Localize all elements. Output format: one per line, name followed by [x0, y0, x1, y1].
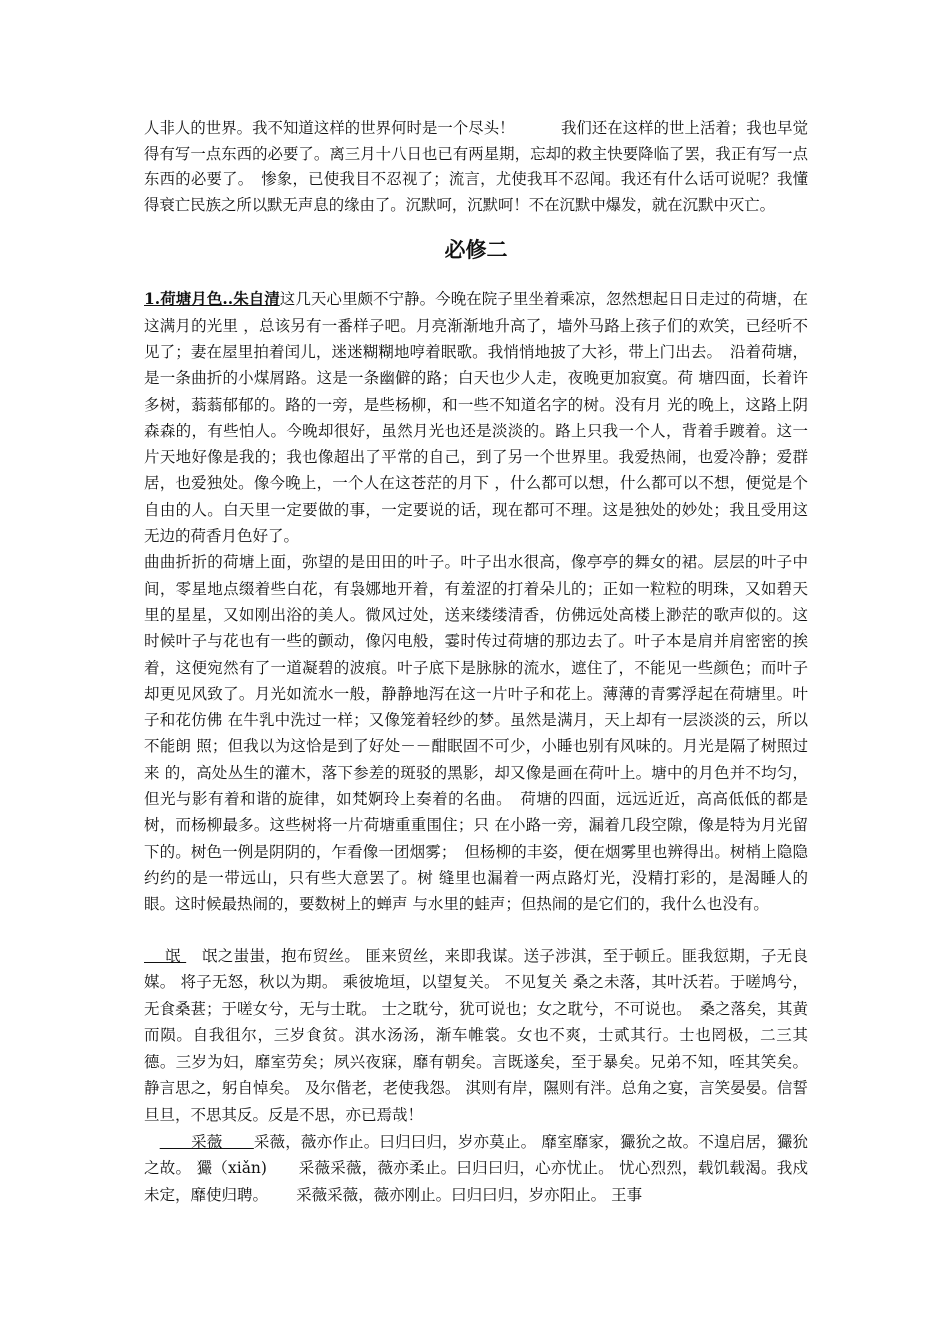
- document-page: [144, 116, 808, 1208]
- poem-meng-text: 氓之蚩蚩，抱布贸丝。 匪来贸丝，来即我谋。送子涉淇，至于顿丘。匪我愆期，子无良媒。 将子无怒，秋以为期。 乘彼垝垣，以望复关。 不见复关 桑之未落，其叶沃若。于嗟鸠兮，无食桑葚；于嗟女兮，无与士耽。 士之耽兮，犹可说也；女之耽兮，不可说也。 桑之落矣，其黄而陨。自我徂尔，三岁食贫。淇水汤汤，渐车帷裳。女也不爽，士贰其行。士也罔极，二三其德。三岁为妇，靡室劳矣；夙兴夜寐，靡有朝矣。言既遂矣，至于暴矣。兄弟不知，咥其笑矣。静言思之，躬自悼矣。 及尔偕老，老使我怨。 淇则有岸，隰则有泮。总角之宴，言笑晏晏。信誓旦旦，不思其反。反是不思，亦已焉哉！: [144, 946, 808, 1125]
- poem-meng: [144, 943, 808, 1129]
- poem-meng-paragraph: [144, 943, 808, 1129]
- article-paragraph-2: 曲曲折折的荷塘上面，弥望的是田田的叶子。叶子出水很高，像亭亭的舞女的裙。层层的叶子中间，零星地点缀着些白花，有袅娜地开着，有羞涩的打着朵儿的；正如一粒粒的明珠，又如碧天里的星星，又如刚出浴的美人。微风过处，送来缕缕清香，仿佛远处高楼上渺茫的歌声似的。这时候叶子与花也有一些的颤动，像闪电般，霎时传过荷塘的那边去了。叶子本是肩并肩密密的挨着，这便宛然有了一道凝碧的波痕。叶子底下是脉脉的流水，遮住了，不能见一些颜色；而叶子却更见风致了。月光如流水一般，静静地泻在这一片叶子和花上。薄薄的青雾浮起在荷塘里。叶子和花仿佛 在牛乳中洗过一样；又像笼着轻纱的梦。虽然是满月，天上却有一层淡淡的云，所以不能朗 照；但我以为这恰是到了好处－－酣眠固不可少，小睡也别有风味的。月光是隔了树照过来 的，高处丛生的灌木，落下参差的斑驳的黑影，却又像是画在荷叶上。塘中的月色并不均匀，但光与影有着和谐的旋律，如梵婀玲上奏着的名曲。 荷塘的四面，远远近近，高高低低的都是树，而杨柳最多。这些树将一片荷塘重重围住；只 在小路一旁，漏着几段空隙，像是特为月光留下的。树色一例是阴阴的，乍看像一团烟雾； 但杨柳的丰姿，便在烟雾里也辨得出。树梢上隐隐约约的是一带远山，只有些大意罢了。树 缝里也漏着一两点路灯光，没精打彩的，是渴睡人的眼。这时候最热闹的，要数树上的蝉声 与水里的蛙声；但热闹的是它们的，我什么也没有。: [144, 553, 808, 914]
- article-paragraph-1: [144, 286, 808, 549]
- poem-caiwei-paragraph: [144, 1129, 808, 1209]
- poem-caiwei-title: 采薇: [159, 1132, 254, 1151]
- section-spacer: [144, 918, 808, 943]
- article-title: 1.荷塘月色..朱自清: [144, 289, 280, 309]
- poem-caiwei: [144, 1129, 808, 1209]
- poem-meng-title: 氓: [144, 946, 187, 965]
- article-hetang-yuese: [144, 286, 808, 917]
- intro-paragraph: [144, 116, 808, 218]
- poem-caiwei-text: 采薇，薇亦作止。曰归曰归，岁亦莫止。 靡室靡家，玁狁之故。不遑启居，玁狁之故。 玁（xiǎn) 采薇采薇，薇亦柔止。曰归曰归，心亦忧止。 忧心烈烈，载饥载渴。我戍未定，靡使归聘。 采薇采薇，薇亦刚止。曰归曰归，岁亦阳止。 王事: [144, 1132, 808, 1204]
- section-heading: 必修二: [444, 238, 508, 263]
- intro-text: 人非人的世界。我不知道这样的世界何时是一个尽头！ 我们还在这样的世上活着；我也早觉得有写一点东西的必要了。离三月十八日也已有两星期，忘却的救主快要降临了罢，我正有写一点东西的必要了。 惨象，已使我目不忍视了；流言，尤使我耳不忍闻。我还有什么话可说呢？我懂得衰亡民族之所以默无声息的缘由了。沉默呵，沉默呵！不在沉默中爆发，就在沉默中灭亡。: [144, 119, 808, 214]
- article-paragraph-1-text: 这几天心里颇不宁静。今晚在院子里坐着乘凉，忽然想起日日走过的荷塘，在这满月的光里 ，总该另有一番样子吧。月亮渐渐地升高了，墙外马路上孩子们的欢笑，已经听不见了；妻在屋里拍着闰儿，迷迷糊糊地哼着眠歌。我悄悄地披了大衫，带上门出去。 沿着荷塘，是一条曲折的小煤屑路。这是一条幽僻的路；白天也少人走，夜晚更加寂寞。荷 塘四面，长着许多树，蓊蓊郁郁的。路的一旁，是些杨柳，和一些不知道名字的树。没有月 光的晚上，这路上阴森森的，有些怕人。今晚却很好，虽然月光也还是淡淡的。路上只我一个人，背着手踱着。这一片天地好像是我的；我也像超出了平常的自己，到了另一个世界里。我爱热闹，也爱冷静；爱群居，也爱独处。像今晚上，一个人在这苍茫的月下 ，什么都可以想，什么都可以不想，便觉是个自由的人。白天里一定要做的事，一定要说的话，现在都可不理。这是独处的妙处；我且受用这无边的荷香月色好了。: [144, 290, 808, 546]
